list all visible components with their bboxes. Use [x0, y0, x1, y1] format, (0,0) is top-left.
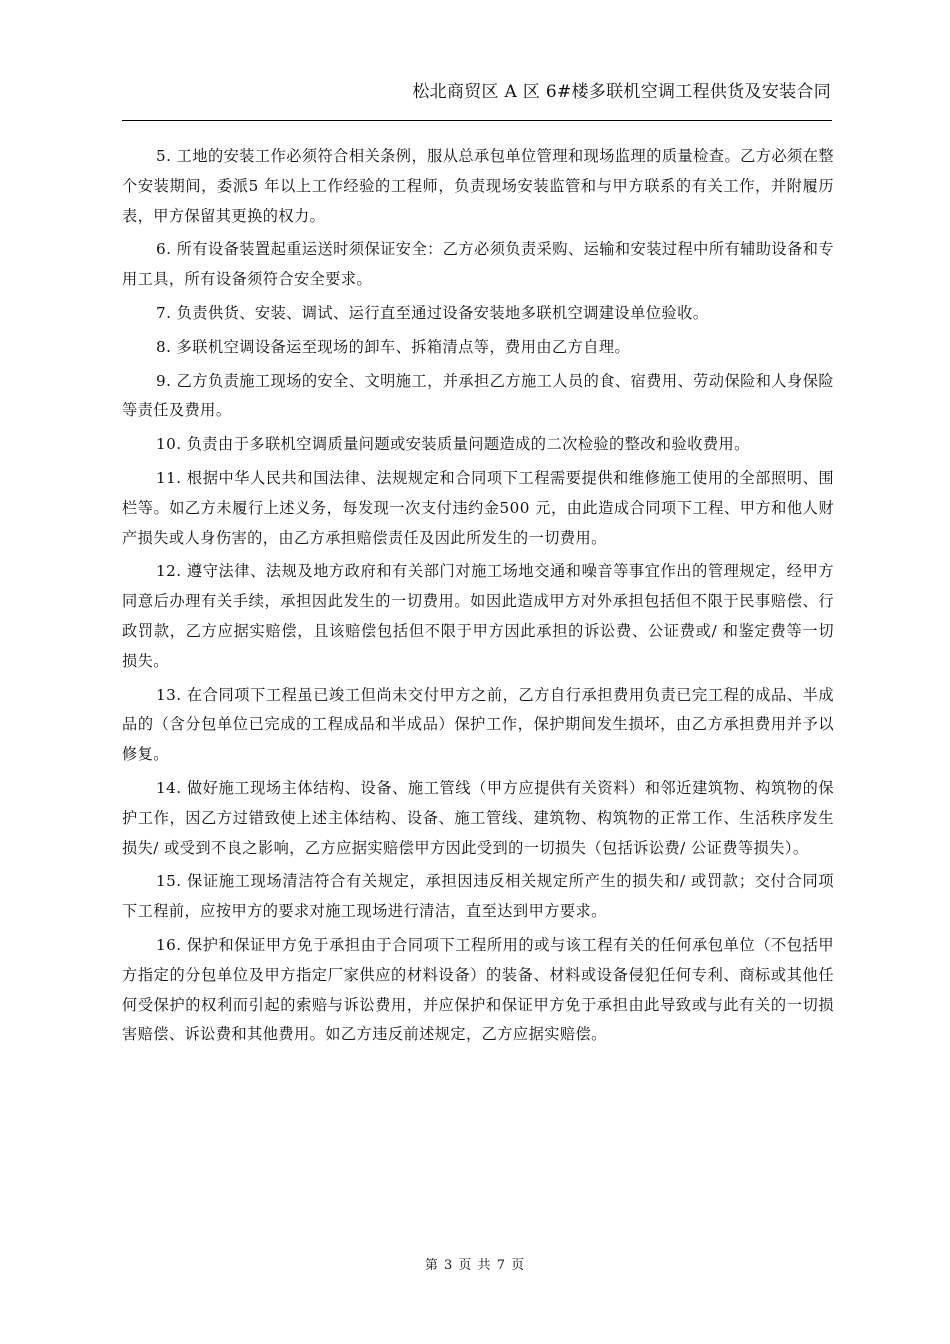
clause-6: 6. 所有设备装置起重运送时须保证安全：乙方必须负责采购、运输和安装过程中所有辅助设备和专用工具，所有设备须符合安全要求。 [122, 240, 834, 289]
page-number: 第 3 页 共 7 页 [424, 1258, 526, 1273]
clause-8: 8. 多联机空调设备运至现场的卸车、拆箱清点等，费用由乙方自理。 [156, 337, 631, 356]
clause-10: 10. 负责由于多联机空调质量问题或安装质量问题造成的二次检验的整改和验收费用。 [156, 435, 750, 454]
clause-12: 12. 遵守法律、法规及地方政府和有关部门对施工场地交通和噪音等事宜作出的管理规定，经甲方同意后办理有关手续，承担因此发生的一切费用。如因此造成甲方对外承担包括但不限于民事赔偿、行政罚款，乙方应据实赔偿，且该赔偿包括但不限于甲方因此承担的诉讼费、公证费或/ 和鉴定费等一切损失。 [122, 562, 834, 670]
clause-16: 16. 保护和保证甲方免于承担由于合同项下工程所用的或与该工程有关的任何承包单位（不包括甲方指定的分包单位及甲方指定厂家供应的材料设备）的装备、材料或设备侵犯任何专利、商标或其他任何受保护的权利而引起的索赔与诉讼费用，并应保护和保证甲方免于承担由此导致或与此有关的一切损害赔偿、诉讼费和其他费用。如乙方违反前述规定，乙方应据实赔偿。 [122, 935, 834, 1044]
clause-13: 13. 在合同项下工程虽已竣工但尚未交付甲方之前，乙方自行承担费用负责已完工程的成品、半成品的（含分包单位已完成的工程成品和半成品）保护工作，保护期间发生损坏，由乙方承担费用并予以修复。 [122, 685, 834, 764]
clause-11: 11. 根据中华人民共和国法律、法规规定和合同项下工程需要提供和维修施工使用的全部照明、围栏等。如乙方未履行上述义务，每发现一次支付违约金500 元，由此造成合同项下工程、甲方和他人财产损失或人身伤害的，由乙方承担赔偿责任及因此所发生的一切费用。 [122, 468, 834, 547]
clause-7: 7. 负责供货、安装、调试、运行直至通过设备安装地多联机空调建设单位验收。 [156, 303, 709, 322]
clause-14: 14. 做好施工现场主体结构、设备、施工管线（甲方应提供有关资料）和邻近建筑物、构筑物的保护工作，因乙方过错致使上述主体结构、设备、施工管线、建筑物、构筑物的正常工作、生活秩序发生损失/ 或受到不良之影响，乙方应据实赔偿甲方因此受到的一切损失（包括诉讼费/ 公证费等损失）。 [122, 778, 834, 857]
clause-15: 15. 保证施工现场清洁符合有关规定，承担因违反相关规定所产生的损失和/ 或罚款；交付合同项下工程前，应按甲方的要求对施工现场进行清洁，直至达到甲方要求。 [122, 872, 834, 921]
page-header: 松北商贸区 A 区 6#楼多联机空调工程供货及安装合同 [412, 82, 831, 102]
clause-5: 5. 工地的安装工作必须符合相关条例，服从总承包单位管理和现场监理的质量检查。乙方必须在整个安装期间，委派5 年以上工作经验的工程师，负责现场安装监管和与甲方联系的有关工作，并附履历表，甲方保留其更换的权力。 [122, 147, 834, 225]
document-body [122, 142, 834, 1054]
header-divider [122, 120, 832, 121]
clause-9: 9. 乙方负责施工现场的安全、文明施工，并承担乙方施工人员的食、宿费用、劳动保险和人身保险等责任及费用。 [122, 371, 834, 420]
